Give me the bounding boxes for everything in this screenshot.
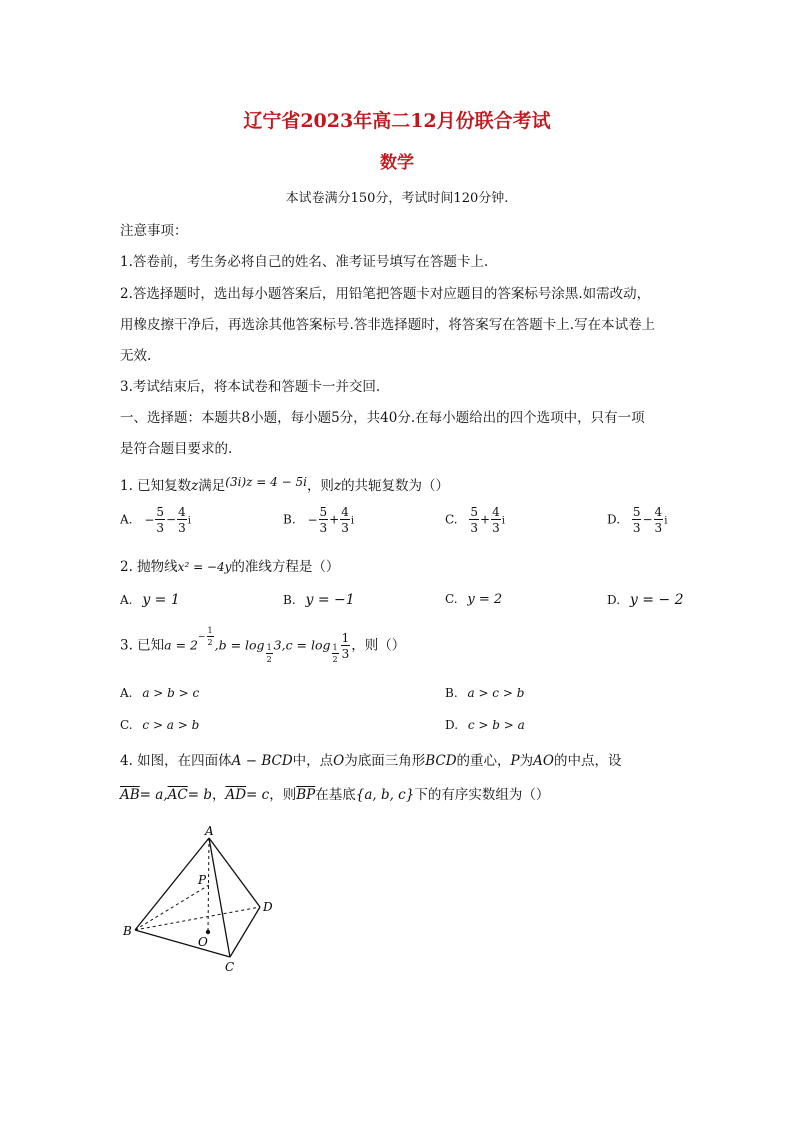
q1-option-b[interactable]: B. − $\frac{5}{3}$ + $\frac{4}{3}$ i (283, 505, 355, 535)
label-c: C (225, 960, 235, 974)
question-1: 1. 已知复数z满足(3i)z = 4 − 5i，则z的共轭复数为（） (120, 475, 450, 494)
tetrahedron-figure (115, 820, 285, 980)
notes-item-1: 1.答卷前，考生务必将自己的姓名、准考证号填写在答题卡上. (120, 254, 489, 270)
notes-item-2-line-3: 无效. (120, 348, 152, 364)
question-4-line-2: $\overline{AB}= a,\overline{AC}= b$，$\overline{AD}= c$，则$\overline{BP}$在基底{a, b, c}下的有序实数组为（） (120, 787, 550, 803)
edge-ad (209, 838, 260, 907)
subject-title: 数学 (380, 153, 414, 173)
edge-bc (135, 930, 230, 957)
exam-info: 本试卷满分150分，考试时间120分钟. (285, 191, 509, 206)
edge-ac (209, 838, 230, 957)
label-o: O (198, 935, 208, 949)
label-p: P (198, 873, 207, 887)
section1-line-2: 是符合题目要求的. (120, 441, 233, 457)
q2-option-a[interactable]: A. y = 1 (120, 592, 180, 608)
label-b: B (123, 924, 132, 938)
q2-option-d[interactable]: D. y = − 2 (607, 592, 684, 608)
q1-option-d[interactable]: D. $\frac{5}{3}$ − $\frac{4}{3}$ i (607, 505, 668, 535)
label-a: A (205, 824, 214, 838)
q3-option-a[interactable]: A. a > b > c (120, 686, 200, 700)
q3-option-c[interactable]: C. c > a > b (120, 718, 200, 732)
q1-option-a[interactable]: A. − $\frac{5}{3}$ − $\frac{4}{3}$ i (120, 505, 191, 535)
label-d: D (263, 900, 273, 914)
section1-line-1: 一、选择题：本题共8小题，每小题5分，共40分.在每小题给出的四个选项中，只有一项 (120, 410, 645, 426)
question-2: 2. 抛物线x² = −4y的准线方程是（） (120, 559, 340, 575)
question-3: 3. 已知a = 2− $\frac{1}{2}$ ,b = log $\frac{1}{2}$ 3,c = log $\frac{1}{2}$ $\frac{1}{3}$ ，则（） (120, 626, 406, 664)
notes-item-2-line-1: 2.答选择题时，选出每小题答案后，用铅笔把答题卡对应题目的答案标号涂黑.如需改动， (120, 286, 651, 302)
question-4-line-1: 4. 如图，在四面体A − BCD中，点O为底面三角形BCD的重心，P为AO的中点，设 (120, 753, 622, 769)
edge-bd (135, 907, 260, 930)
notes-heading: 注意事项： (120, 223, 188, 239)
exam-title: 辽宁省2023年高二12月份联合考试 (243, 110, 551, 132)
q3-option-b[interactable]: B. a > c > b (445, 686, 525, 700)
point-o (206, 930, 210, 934)
q2-option-c[interactable]: C. y = 2 (445, 592, 503, 607)
q3-option-d[interactable]: D. c > b > a (445, 718, 525, 732)
q1-option-c[interactable]: C. $\frac{5}{3}$ + $\frac{4}{3}$ i (445, 505, 505, 535)
notes-item-2-line-2: 用橡皮擦干净后，再选涂其他答案标号.答非选择题时，将答案写在答题卡上.写在本试卷上 (120, 317, 656, 333)
edge-cd (230, 907, 260, 957)
q2-option-b[interactable]: B. y = −1 (283, 592, 355, 608)
notes-item-3: 3.考试结束后，将本试卷和答题卡一并交回. (120, 379, 381, 395)
